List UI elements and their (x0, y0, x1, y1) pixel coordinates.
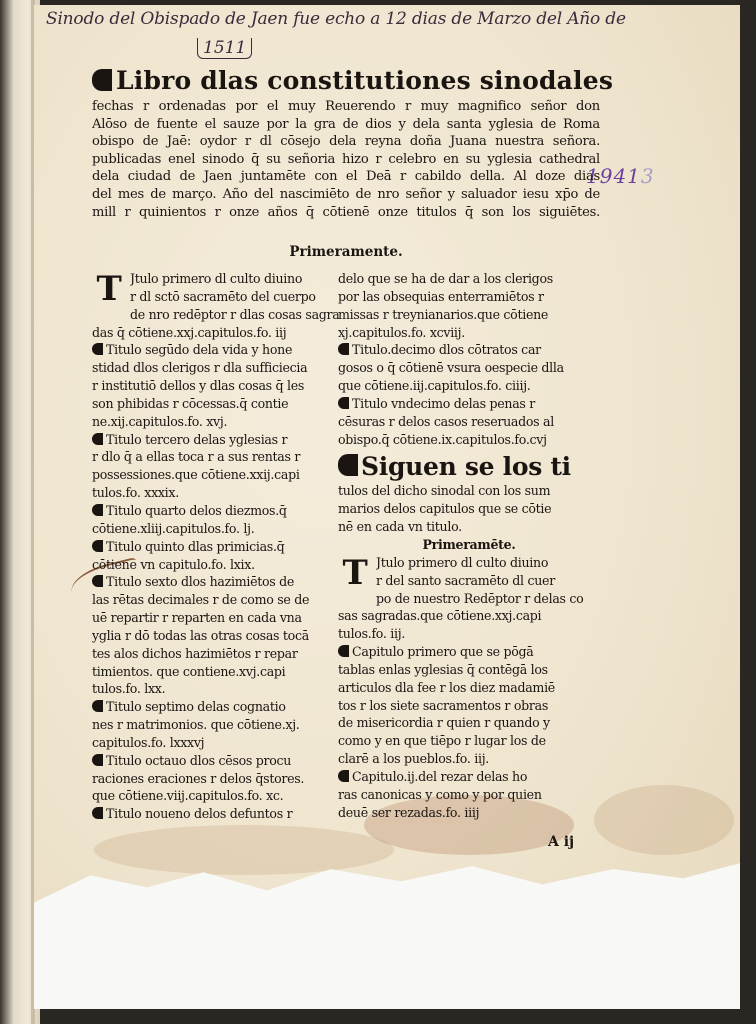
text-line: tulos del dicho sinodal con los sum (338, 483, 551, 499)
text-line: clarē a los pueblos.fo. iij. (338, 751, 490, 767)
left-column (92, 270, 342, 823)
intro-line: publicadas enel sinodo q̄ su señoria hizo r celebro en su yglesia cathedral (92, 151, 600, 167)
text-line: r dlo q̄ a ellas toca r a sus rentas r (92, 449, 301, 465)
text-line: tulos.fo. xxxix. (92, 485, 179, 501)
pilcrow-icon (92, 433, 103, 445)
pilcrow-icon (338, 397, 349, 409)
text-line: gosos o q̄ cōtienē vsura oespecie dlla (338, 360, 564, 376)
text-line: ras canonicas y como y por quien (338, 786, 542, 802)
text-line: de nro redēptor r dlas cosas sagra (130, 306, 340, 322)
pilcrow-icon (338, 454, 358, 476)
water-stain (94, 825, 394, 875)
intro-line: obispo de Jaē: oydor r dl cōsejo dela reyna doña Juana nuestra señora. (92, 134, 600, 150)
text-line: cōtiene.xliij.capitulos.fo. lj. (92, 520, 255, 536)
text-line: Titulo quarto delos diezmos.q̄ (92, 502, 342, 520)
pilcrow-icon (92, 540, 103, 552)
text-line: las rētas decimales r de como se de (92, 592, 310, 608)
text-line: tablas enlas yglesias q̄ contēgā los (338, 661, 548, 677)
text-line: Jtulo primero dl culto diuino (130, 271, 303, 286)
text-line: ne.xij.capitulos.fo. xvj. (92, 413, 228, 429)
text-line: obispo.q̄ cōtiene.ix.capitulos.fo.cvj (338, 431, 547, 447)
text-line: capitulos.fo. lxxxvj (92, 734, 205, 750)
text-line: raciones eraciones r delos q̄stores. (92, 770, 305, 786)
text-line: Titulo.decimo dlos cōtratos car (338, 341, 600, 359)
text-line: r del santo sacramēto dl cuer (376, 572, 555, 588)
text-line: marios delos capitulos que se cōtie (338, 501, 552, 517)
drop-cap: T (96, 269, 122, 309)
pilcrow-icon (92, 504, 103, 516)
text-line: nes r matrimonios. que cōtiene.xj. (92, 717, 300, 733)
text-line: que cōtiene.iij.capitulos.fo. ciiij. (338, 378, 531, 394)
intro-paragraph (92, 98, 600, 221)
text-line: por las obsequias enterramiētos r (338, 288, 544, 304)
signature-mark: A ij (548, 834, 575, 850)
text-line: missas r treynianarios.que cōtiene (338, 306, 549, 322)
text-line: cōtiene vn capitulo.fo. lxix. (92, 556, 255, 572)
text-line: timientos. que contiene.xvj.capi (92, 663, 286, 679)
book-title (92, 66, 614, 96)
text-line: tes alos dichos hazimiētos r repar (92, 645, 298, 661)
handwritten-note: Sinodo del Obispado de Jaen fue echo a 12 dias de Marzo del Año de (46, 9, 626, 29)
text-line: r dl sctō sacramēto del cuerpo (130, 288, 316, 304)
text-line: Titulo sexto dlos hazimiētos de (92, 573, 342, 591)
text-line: son phibidas r cōcessas.q̄ contie (92, 395, 289, 411)
section-big-heading: Siguen se los ti (338, 452, 600, 482)
paper-repair (34, 857, 740, 1009)
text-line: sas sagradas.que cōtiene.xxj.capi (338, 608, 542, 624)
text-line: como y en que tiēpo r lugar los de (338, 733, 546, 749)
text-line: possessiones.que cōtiene.xxij.capi (92, 467, 300, 483)
pilcrow-icon (92, 69, 112, 91)
text-line: que cōtiene.viij.capitulos.fo. xc. (92, 788, 284, 804)
pilcrow-icon (92, 575, 103, 587)
text-line: Titulo vndecimo delas penas r (338, 395, 600, 413)
text-line: Titulo septimo delas cognatio (92, 698, 342, 716)
pilcrow-icon (338, 645, 349, 657)
text-line: uē repartir r reparten en cada vna (92, 610, 302, 626)
intro-line: dela ciudad de Jaen juntamēte con el Deā r cabildo della. Al doze dias (92, 169, 600, 185)
section-heading: Primeramente. (289, 244, 403, 260)
text-line: tulos.fo. lxx. (92, 681, 166, 697)
text-line: articulos dla fee r los diez madamiē (338, 679, 555, 695)
pilcrow-icon (92, 807, 103, 819)
text-line: xj.capitulos.fo. xcviij. (338, 324, 465, 340)
handwritten-year: 1511 (197, 38, 252, 59)
intro-line: fechas r ordenadas por el muy Reuerendo r muy magnifico señor don (92, 99, 600, 114)
text-line: deuē ser rezadas.fo. iiij (338, 804, 480, 820)
pilcrow-icon (338, 770, 349, 782)
intro-line: mill r quinientos r onze años q̄ cōtienē onze titulos q̄ son los siguiētes. (92, 204, 600, 220)
text-line: das q̄ cōtiene.xxj.capitulos.fo. iij (92, 324, 287, 340)
text-line: Titulo octauo dlos cēsos procu (92, 752, 342, 770)
pilcrow-icon (92, 754, 103, 766)
text-line: Titulo quinto dlas primicias.q̄ (92, 538, 342, 556)
text-line: Titulo noueno delos defuntos r (92, 805, 342, 823)
text-line: yglia r dō todas las otras cosas tocā (92, 627, 309, 643)
text-line: de misericordia r quien r quando y (338, 715, 550, 731)
text-line: nē en cada vn titulo. (338, 519, 462, 535)
intro-line: del mes de março. Año del nascimiēto de nro señor y saluador iesu xp̄o de (92, 186, 600, 202)
book-title-text: Libro dlas constitutiones sinodales (116, 66, 614, 95)
text-line: Capitulo.ij.del rezar delas ho (338, 768, 600, 786)
catalog-number-faint: 3 (640, 164, 655, 188)
text-line: tos r los siete sacramentos r obras (338, 697, 548, 713)
water-stain (594, 785, 734, 855)
text-line: Titulo tercero delas yglesias r (92, 431, 342, 449)
pilcrow-icon (92, 700, 103, 712)
pilcrow-icon (92, 343, 103, 355)
text-line: po de nuestro Redēptor r delas co (376, 590, 584, 606)
text-line: Jtulo primero dl culto diuino (376, 554, 549, 570)
text-line: Titulo segūdo dela vida y hone (92, 341, 342, 359)
text-line: tulos.fo. iij. (338, 626, 406, 642)
subsection-heading: Primeramēte. (422, 536, 516, 552)
text-line: stidad dlos clerigos r dla sufficiecia (92, 360, 308, 376)
text-line: delo que se ha de dar a los clerigos (338, 271, 553, 286)
text-line: Capitulo primero que se pōgā (338, 643, 600, 661)
pilcrow-icon (338, 343, 349, 355)
catalog-number: 1941 (586, 164, 641, 188)
intro-line: Alōso de fuente el sauze por la gra de dios y dela santa yglesia de Roma (92, 116, 600, 132)
right-column (338, 270, 600, 821)
text-line: r institutiō dellos y dlas cosas q̄ les (92, 378, 305, 394)
text-line: cēsuras r delos casos reseruados al (338, 413, 554, 429)
drop-cap: T (342, 552, 368, 593)
